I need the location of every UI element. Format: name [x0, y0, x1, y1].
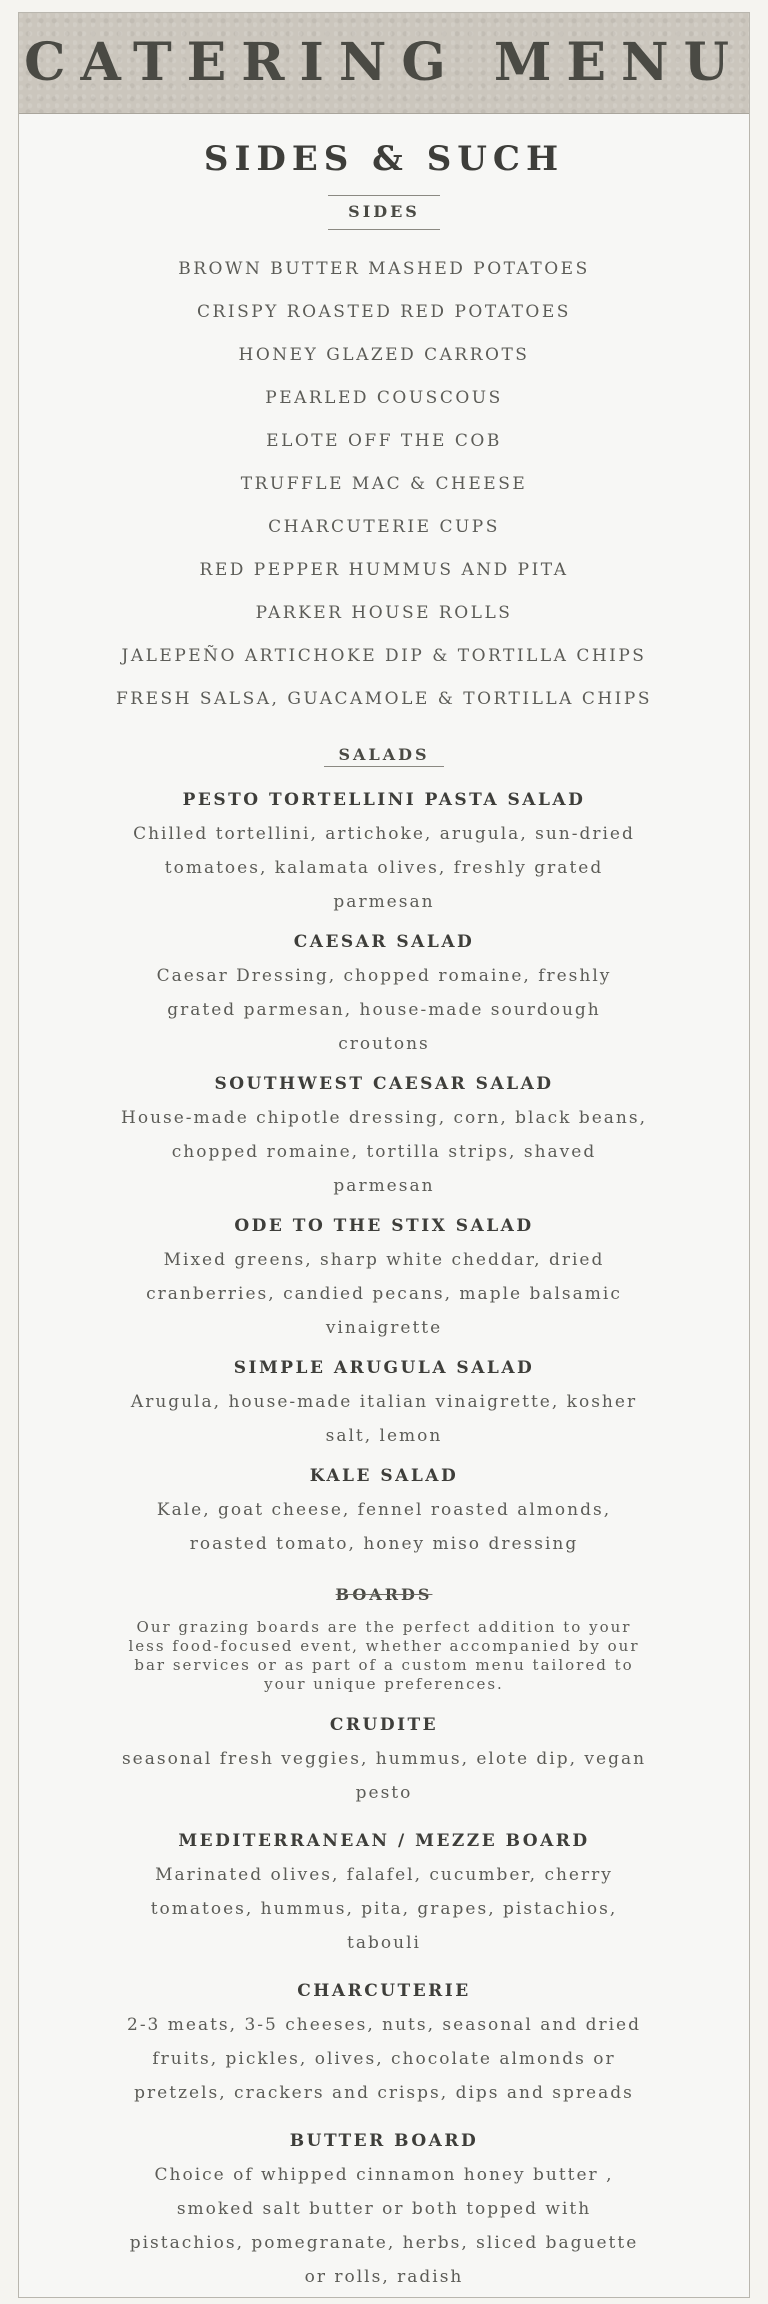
menu-item-description: 2-3 meats, 3-5 cheeses, nuts, seasonal and dried fruits, pickles, olives, chocolate almonds or pretzels, crackers and crisps, dips and spreads	[127, 2015, 641, 2103]
menu-item-description: House-made chipotle dressing, corn, black beans, chopped romaine, tortilla strips, shaved parmesan	[121, 1108, 647, 1196]
menu-item-description: Arugula, house-made italian vinaigrette, kosher salt, lemon	[130, 1392, 638, 1446]
menu-item-title: KALE SALAD	[309, 1466, 459, 1486]
list-item: BROWN BUTTER MASHED POTATOES	[178, 259, 590, 279]
boards-section	[19, 1561, 749, 2294]
menu-item-description: Kale, goat cheese, fennel roasted almonds, roasted tomato, honey miso dressing	[156, 1500, 612, 1554]
menu-item-title: MEDITERRANEAN / MEZZE BOARD	[178, 1831, 590, 1851]
menu-item-title: CAESAR SALAD	[293, 932, 475, 952]
list-item: FRESH SALSA, GUACAMOLE & TORTILLA CHIPS	[116, 689, 652, 709]
menu-item-title: PESTO TORTELLINI PASTA SALAD	[182, 790, 586, 810]
menu-item-title: ODE TO THE STIX SALAD	[234, 1216, 534, 1236]
menu-item-description: Chilled tortellini, artichoke, arugula, sun-dried tomatoes, kalamata olives, freshly grated parmesan	[133, 824, 635, 912]
list-item: CRISPY ROASTED RED POTATOES	[197, 302, 571, 322]
sides-list	[19, 248, 749, 721]
list-item: PARKER HOUSE ROLLS	[255, 603, 513, 623]
menu-frame	[18, 12, 750, 2298]
list-item: ELOTE OFF THE COB	[266, 431, 502, 451]
menu-item-description: Choice of whipped cinnamon honey butter , smoked salt butter or both topped with pistachios, pomegranate, herbs, sliced baguette or rolls, radish	[129, 2165, 639, 2287]
menu-content	[19, 113, 749, 2294]
menu-item-title: SOUTHWEST CAESAR SALAD	[214, 1074, 554, 1094]
menu-item-title: CRUDITE	[329, 1715, 439, 1735]
menu-item-title: CHARCUTERIE	[297, 1981, 471, 2001]
sides-heading: SIDES	[328, 195, 440, 230]
boards-intro: Our grazing boards are the perfect addition to your less food-focused event, whether accompanied by our bar services or as part of a custom menu tailored to your unique preferences.	[128, 1618, 640, 1693]
list-item: JALEPEÑO ARTICHOKE DIP & TORTILLA CHIPS	[121, 646, 647, 666]
list-item: TRUFFLE MAC & CHEESE	[240, 474, 528, 494]
salads-heading: SALADS	[324, 745, 443, 767]
list-item: RED PEPPER HUMMUS AND PITA	[199, 560, 569, 580]
list-item: HONEY GLAZED CARROTS	[238, 345, 530, 365]
menu-item-description: Caesar Dressing, chopped romaine, freshly grated parmesan, house-made sourdough croutons	[156, 966, 612, 1054]
sides-section	[19, 179, 749, 721]
menu-item-title: BUTTER BOARD	[289, 2131, 479, 2151]
menu-item-title: SIMPLE ARUGULA SALAD	[233, 1358, 535, 1378]
page-title: SIDES & SUCH	[203, 139, 565, 179]
list-item: CHARCUTERIE CUPS	[268, 517, 500, 537]
boards-heading: BOARDS	[335, 1585, 433, 1604]
banner-title: CATERING MENU	[24, 32, 744, 93]
menu-item-description: Mixed greens, sharp white cheddar, dried cranberries, candied pecans, maple balsamic vinaigrette	[146, 1250, 622, 1338]
list-item: PEARLED COUSCOUS	[265, 388, 503, 408]
menu-item-description: seasonal fresh veggies, hummus, elote dip, vegan pesto	[121, 1749, 647, 1803]
header-banner	[19, 13, 749, 114]
menu-item-description: Marinated olives, falafel, cucumber, cherry tomatoes, hummus, pita, grapes, pistachios, tabouli	[150, 1865, 618, 1953]
salads-section	[19, 721, 749, 1561]
